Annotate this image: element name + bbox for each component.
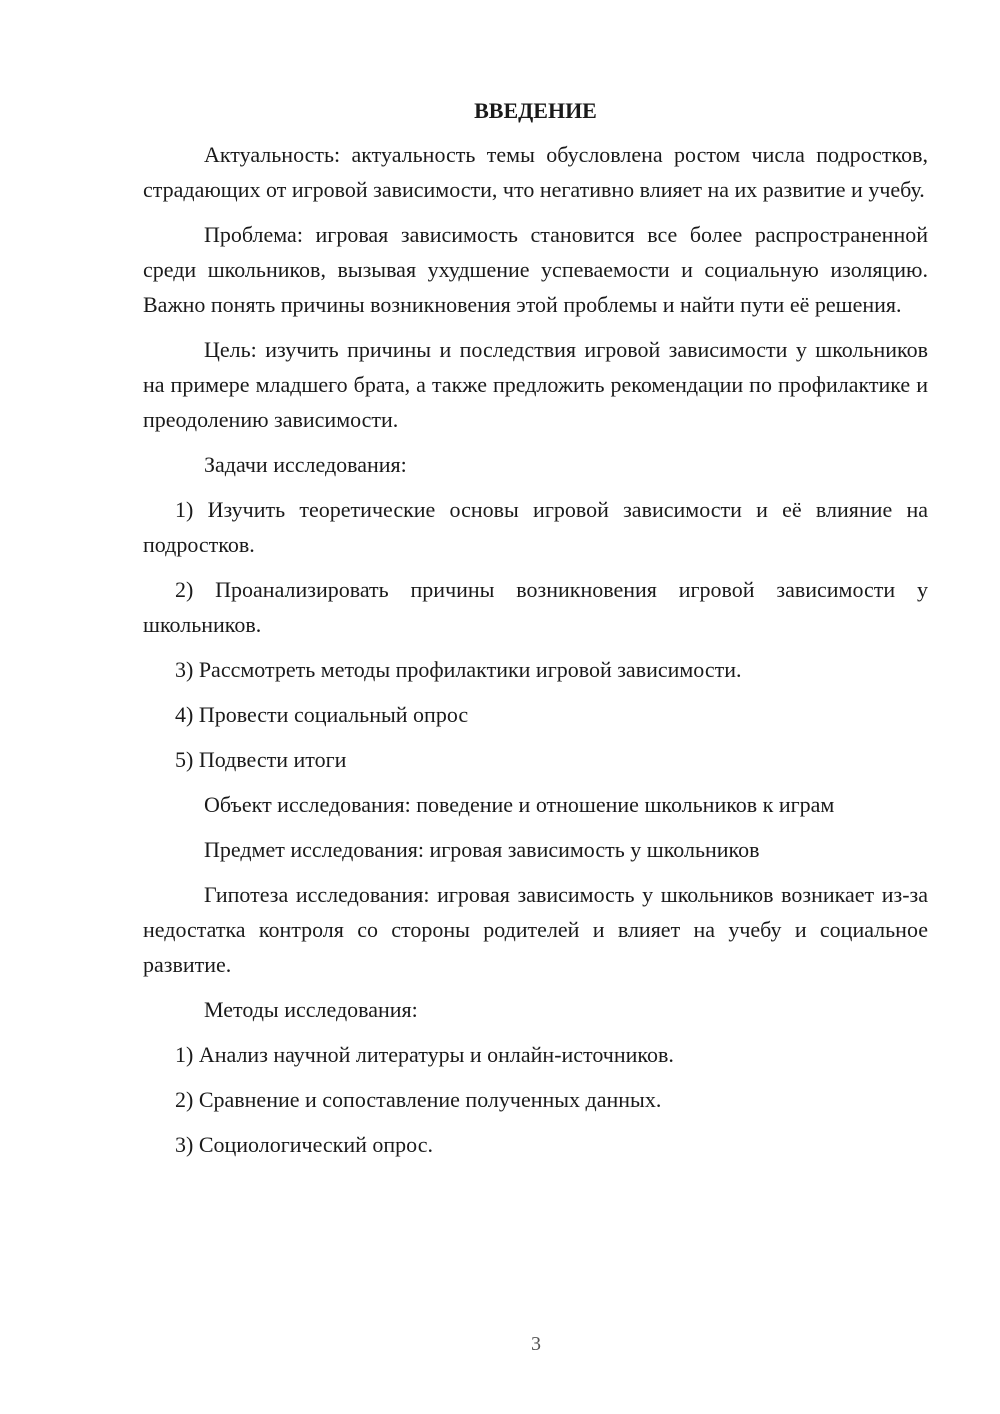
task-item: 4) Провести социальный опрос [175,702,469,727]
task-item: 1) Изучить теоретические основы игровой зависимости и её влияние на подростков. [143,497,928,557]
paragraph-goal: Цель: изучить причины и последствия игровой зависимости у школьников на примере младшего брата, а также предложить рекомендации по профилактике и преодолению зависимости. [143,337,928,432]
paragraph-relevance: Актуальность: актуальность темы обусловлена ростом числа подростков, страдающих от игровой зависимости, что негативно влияет на их развитие и учебу. [143,142,928,202]
method-item: 2) Сравнение и сопоставление полученных данных. [175,1087,662,1112]
method-item: 3) Социологический опрос. [175,1132,433,1157]
task-item: 5) Подвести итоги [175,747,347,772]
task-item: 2) Проанализировать причины возникновения игровой зависимости у школьников. [143,577,928,637]
paragraph-hypothesis: Гипотеза исследования: игровая зависимость у школьников возникает из-за недостатка контроля со стороны родителей и влияет на учебу и социальное развитие. [143,882,928,977]
tasks-heading: Задачи исследования: [204,452,407,477]
page-title: ВВЕДЕНИЕ [474,98,597,123]
paragraph-problem: Проблема: игровая зависимость становится все более распространенной среди школьников, вызывая ухудшение успеваемости и социальную изоляцию. Важно понять причины возникновения этой проблемы и найти пути её решения. [143,222,928,317]
method-item: 1) Анализ научной литературы и онлайн-источников. [175,1042,674,1067]
paragraph-object: Объект исследования: поведение и отношение школьников к играм [204,792,835,817]
paragraph-subject: Предмет исследования: игровая зависимость у школьников [204,837,760,862]
document-page [143,96,928,1172]
task-item: 3) Рассмотреть методы профилактики игровой зависимости. [175,657,742,682]
methods-heading: Методы исследования: [204,997,418,1022]
page-number: 3 [531,1333,541,1355]
